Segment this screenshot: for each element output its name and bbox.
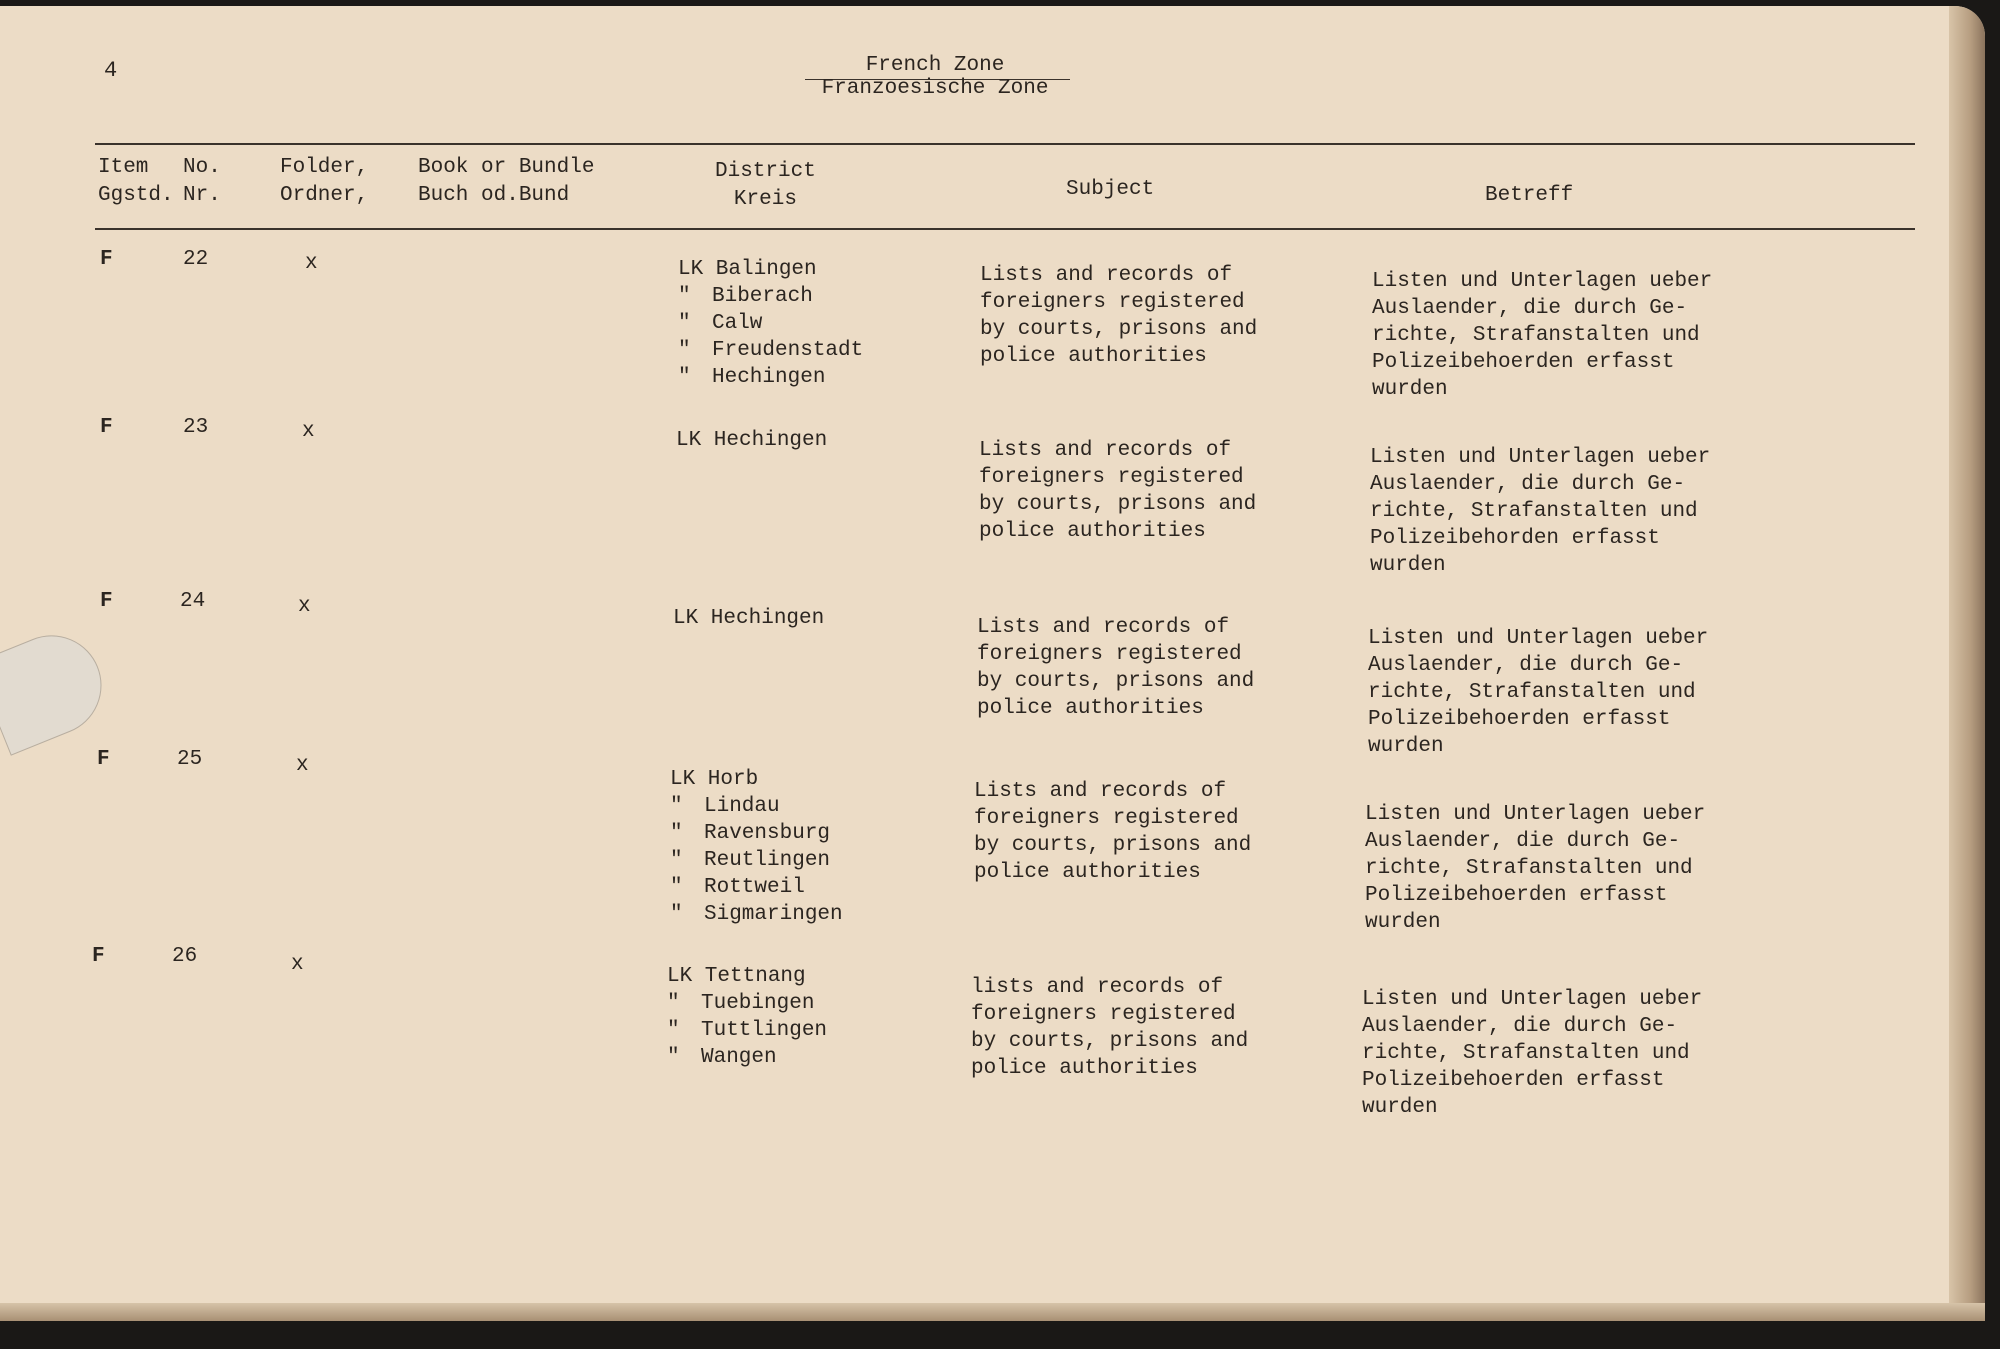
betreff-line: wurden bbox=[1368, 735, 1444, 758]
betreff-line: wurden bbox=[1365, 911, 1441, 934]
district-name: Lindau bbox=[704, 795, 780, 818]
ditto-mark: " bbox=[670, 876, 683, 899]
row-betreff bbox=[1365, 801, 1705, 936]
district-line bbox=[678, 256, 863, 283]
district-line bbox=[678, 364, 863, 391]
subject-line: Lists and records of bbox=[979, 439, 1232, 462]
header-item: Item Ggstd. bbox=[98, 156, 174, 207]
betreff-line: Listen und Unterlagen ueber bbox=[1362, 988, 1703, 1011]
row-betreff bbox=[1368, 625, 1708, 760]
district-line bbox=[667, 1044, 827, 1071]
district-name: LK Balingen bbox=[678, 258, 817, 281]
district-name: Calw bbox=[712, 312, 763, 335]
row-district bbox=[670, 766, 843, 928]
district-line bbox=[670, 793, 843, 820]
betreff-line: wurden bbox=[1370, 554, 1446, 577]
ditto-mark: " bbox=[667, 1019, 680, 1042]
page-edge bbox=[1949, 6, 1985, 1321]
district-line bbox=[667, 990, 827, 1017]
row-folder-mark: x bbox=[296, 754, 309, 777]
row-betreff bbox=[1372, 268, 1712, 403]
district-line bbox=[678, 283, 863, 310]
district-line bbox=[676, 427, 827, 454]
district-name: Hechingen bbox=[712, 366, 826, 389]
row-subject bbox=[974, 778, 1251, 886]
betreff-line: richte, Strafanstalten und bbox=[1368, 681, 1696, 704]
header-folder: Folder, Ordner, bbox=[280, 156, 369, 207]
betreff-line: Auslaender, die durch Ge- bbox=[1365, 830, 1681, 853]
subject-line: lists and records of bbox=[971, 976, 1224, 999]
row-subject bbox=[971, 974, 1248, 1082]
subject-line: by courts, prisons and bbox=[977, 670, 1255, 693]
ditto-mark: " bbox=[670, 849, 683, 872]
row-district bbox=[676, 427, 827, 454]
ditto-mark: " bbox=[667, 992, 680, 1015]
header-subject: Subject bbox=[1066, 178, 1155, 201]
header-betreff: Betreff bbox=[1485, 184, 1574, 207]
subject-line: police authorities bbox=[971, 1057, 1198, 1080]
district-name: Wangen bbox=[701, 1046, 777, 1069]
page-number: 4 bbox=[104, 58, 118, 83]
subject-line: foreigners registered bbox=[974, 807, 1239, 830]
betreff-line: richte, Strafanstalten und bbox=[1365, 857, 1693, 880]
ditto-mark: " bbox=[667, 1046, 680, 1069]
header-bottom-rule bbox=[95, 228, 1915, 230]
subject-line: foreigners registered bbox=[971, 1003, 1236, 1026]
subject-line: police authorities bbox=[979, 520, 1206, 543]
betreff-line: Polizeibehoerden erfasst bbox=[1362, 1069, 1665, 1092]
subject-line: Lists and records of bbox=[980, 264, 1233, 287]
page-tab-marker bbox=[0, 620, 117, 755]
betreff-line: Polizeibehoerden erfasst bbox=[1368, 708, 1671, 731]
row-folder-mark: x bbox=[305, 252, 318, 275]
subject-line: foreigners registered bbox=[980, 291, 1245, 314]
row-number: 26 bbox=[172, 945, 198, 968]
row-item: F bbox=[97, 748, 110, 771]
page-title-de: Franzoesische Zone bbox=[821, 77, 1049, 100]
district-name: LK Hechingen bbox=[676, 429, 828, 452]
district-name: Tuebingen bbox=[701, 992, 815, 1015]
row-number: 22 bbox=[183, 248, 209, 271]
header-no: No. Nr. bbox=[183, 156, 221, 207]
betreff-line: richte, Strafanstalten und bbox=[1370, 500, 1698, 523]
row-folder-mark: x bbox=[302, 420, 315, 443]
subject-line: foreigners registered bbox=[979, 466, 1244, 489]
district-line bbox=[670, 820, 843, 847]
subject-line: by courts, prisons and bbox=[980, 318, 1258, 341]
subject-line: foreigners registered bbox=[977, 643, 1242, 666]
row-number: 23 bbox=[183, 416, 209, 439]
ditto-mark: " bbox=[678, 339, 691, 362]
subject-line: police authorities bbox=[977, 697, 1204, 720]
district-name: Tuttlingen bbox=[701, 1019, 828, 1042]
row-item: F bbox=[100, 248, 113, 271]
row-betreff bbox=[1370, 444, 1710, 579]
page-bottom-edge bbox=[0, 1303, 1985, 1321]
district-line bbox=[670, 874, 843, 901]
district-name: Biberach bbox=[712, 285, 813, 308]
row-subject bbox=[979, 437, 1256, 545]
ditto-mark: " bbox=[670, 903, 683, 926]
district-line bbox=[678, 337, 863, 364]
subject-line: Lists and records of bbox=[977, 616, 1230, 639]
betreff-line: Auslaender, die durch Ge- bbox=[1370, 473, 1686, 496]
betreff-line: wurden bbox=[1362, 1096, 1438, 1119]
subject-line: police authorities bbox=[980, 345, 1207, 368]
district-line bbox=[667, 1017, 827, 1044]
district-line bbox=[678, 310, 863, 337]
betreff-line: richte, Strafanstalten und bbox=[1372, 324, 1700, 347]
betreff-line: Polizeibehoerden erfasst bbox=[1365, 884, 1668, 907]
row-folder-mark: x bbox=[298, 595, 311, 618]
ditto-mark: " bbox=[670, 795, 683, 818]
district-line bbox=[670, 766, 843, 793]
row-number: 25 bbox=[177, 748, 203, 771]
betreff-line: wurden bbox=[1372, 378, 1448, 401]
row-subject bbox=[980, 262, 1257, 370]
subject-line: Lists and records of bbox=[974, 780, 1227, 803]
district-line bbox=[667, 963, 827, 990]
row-folder-mark: x bbox=[291, 953, 304, 976]
header-district: District Kreis bbox=[715, 160, 816, 211]
ledger-page bbox=[0, 6, 1985, 1321]
subject-line: by courts, prisons and bbox=[979, 493, 1257, 516]
row-item: F bbox=[100, 590, 113, 613]
district-line bbox=[670, 847, 843, 874]
row-district bbox=[678, 256, 863, 391]
betreff-line: Listen und Unterlagen ueber bbox=[1372, 270, 1713, 293]
district-line bbox=[670, 901, 843, 928]
betreff-line: richte, Strafanstalten und bbox=[1362, 1042, 1690, 1065]
betreff-line: Listen und Unterlagen ueber bbox=[1370, 446, 1711, 469]
district-name: Ravensburg bbox=[704, 822, 831, 845]
subject-line: by courts, prisons and bbox=[971, 1030, 1249, 1053]
header-book: Book or Bundle Buch od.Bund bbox=[418, 156, 595, 207]
ditto-mark: " bbox=[678, 312, 691, 335]
district-name: Freudenstadt bbox=[712, 339, 864, 362]
ditto-mark: " bbox=[670, 822, 683, 845]
betreff-line: Polizeibehoerden erfasst bbox=[1372, 351, 1675, 374]
row-district bbox=[673, 605, 824, 632]
betreff-line: Auslaender, die durch Ge- bbox=[1372, 297, 1688, 320]
district-name: LK Horb bbox=[670, 768, 759, 791]
district-line bbox=[673, 605, 824, 632]
betreff-line: Listen und Unterlagen ueber bbox=[1365, 803, 1706, 826]
district-name: Rottweil bbox=[704, 876, 805, 899]
district-name: LK Hechingen bbox=[673, 607, 825, 630]
row-item: F bbox=[100, 416, 113, 439]
ditto-mark: " bbox=[678, 285, 691, 308]
district-name: Sigmaringen bbox=[704, 903, 843, 926]
betreff-line: Auslaender, die durch Ge- bbox=[1362, 1015, 1678, 1038]
district-name: LK Tettnang bbox=[667, 965, 806, 988]
row-subject bbox=[977, 614, 1254, 722]
subject-line: police authorities bbox=[974, 861, 1201, 884]
district-name: Reutlingen bbox=[704, 849, 831, 872]
page-title-en: French Zone bbox=[865, 54, 1005, 77]
subject-line: by courts, prisons and bbox=[974, 834, 1252, 857]
betreff-line: Polizeibehorden erfasst bbox=[1370, 527, 1660, 550]
header-top-rule bbox=[95, 143, 1915, 145]
row-district bbox=[667, 963, 827, 1071]
ditto-mark: " bbox=[678, 366, 691, 389]
row-betreff bbox=[1362, 986, 1702, 1121]
betreff-line: Listen und Unterlagen ueber bbox=[1368, 627, 1709, 650]
row-number: 24 bbox=[180, 590, 206, 613]
betreff-line: Auslaender, die durch Ge- bbox=[1368, 654, 1684, 677]
row-item: F bbox=[92, 945, 105, 968]
